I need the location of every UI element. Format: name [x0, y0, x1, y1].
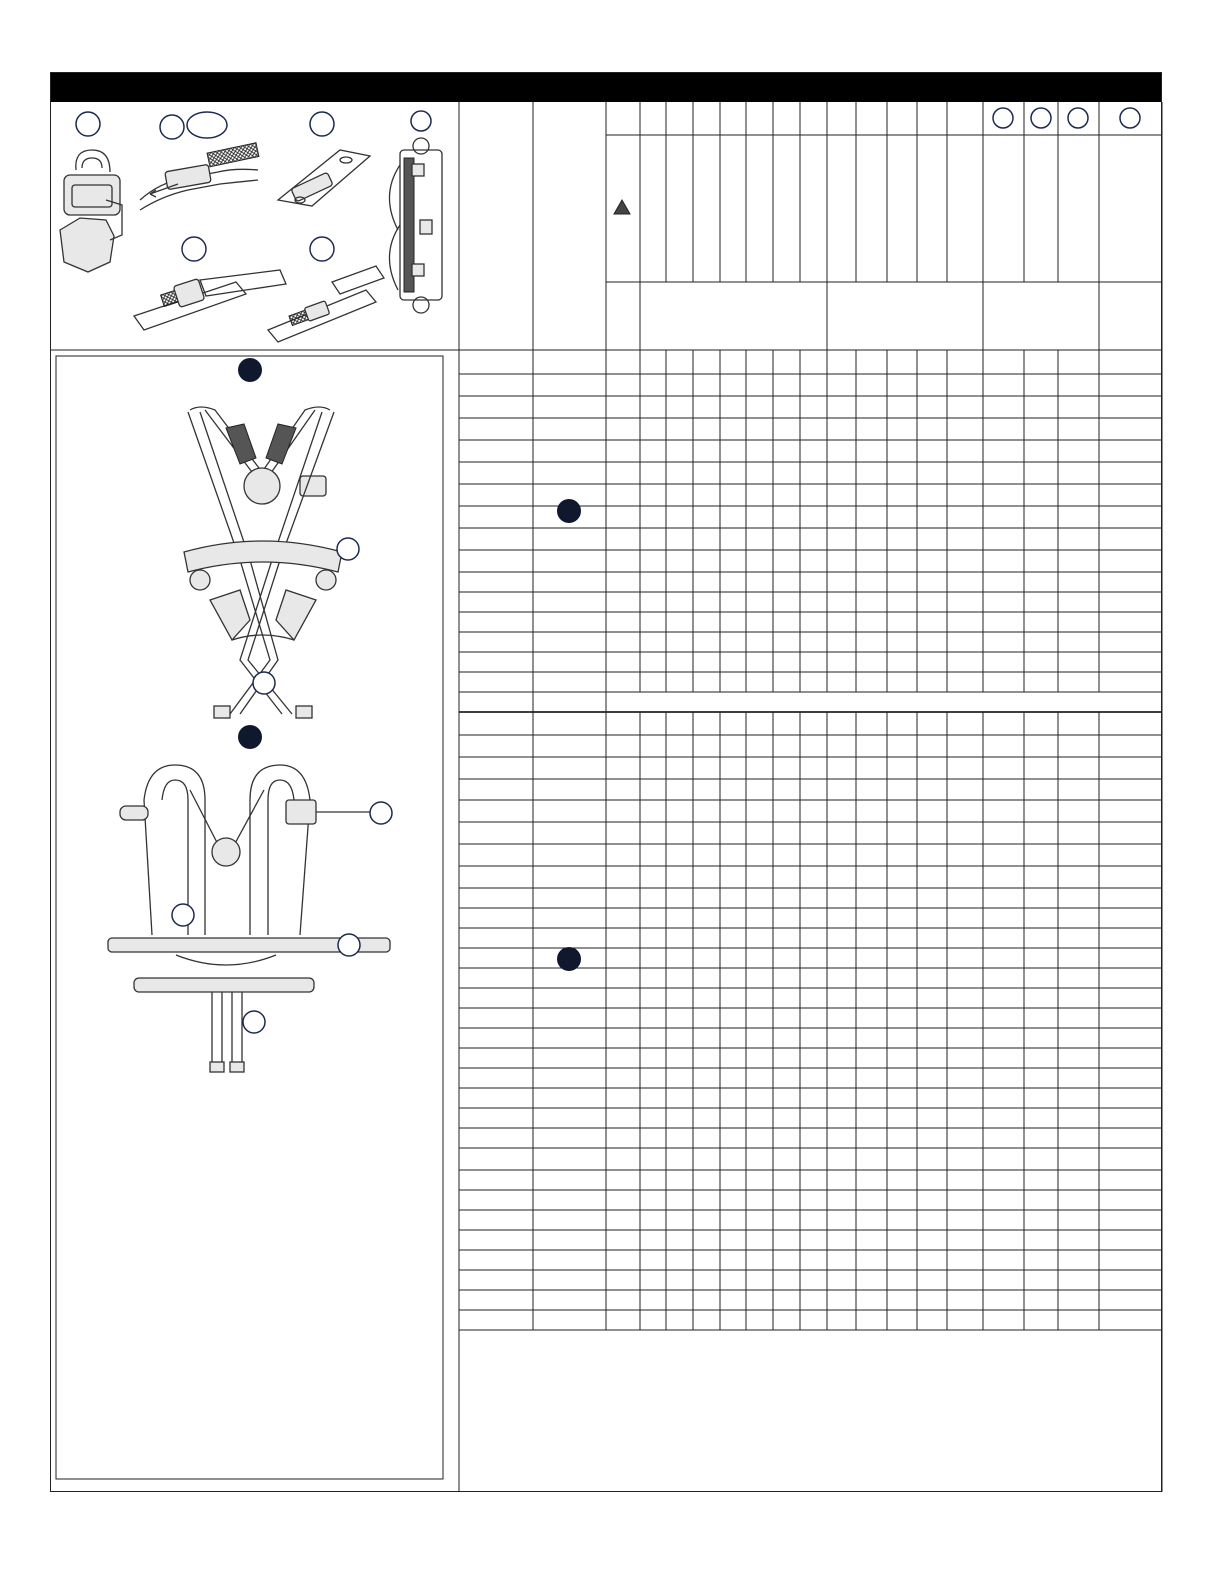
callout-circle: [182, 237, 206, 261]
top-figure-panel: [50, 102, 459, 1492]
header-callout: [993, 108, 1013, 128]
callout-circle: [253, 672, 275, 694]
friction-buckle-illustration: [134, 270, 286, 330]
figure-a-marker: [238, 358, 262, 382]
callout-circle: [310, 237, 334, 261]
section-b-marker: [557, 947, 581, 971]
callout-circle: [411, 111, 431, 131]
strap-adjuster-illustration: [278, 150, 370, 206]
section-a-marker: [557, 499, 581, 523]
header-callout: [1120, 108, 1140, 128]
callout-circle: [337, 538, 359, 560]
callout-circle: [160, 115, 184, 139]
callout-circle: [172, 904, 194, 926]
header-callout: [1031, 108, 1051, 128]
callout-circle: [370, 802, 392, 824]
callout-circle: [76, 112, 100, 136]
callout-circle: [338, 934, 360, 956]
callout-circle: [187, 112, 227, 138]
hardware-illustration: [60, 150, 122, 272]
quick-connect-buckle-illustration: [140, 143, 259, 210]
harness-figure-panel: [56, 356, 443, 1479]
harness-side-view-illustration: [389, 138, 442, 313]
header-callout: [1068, 108, 1088, 128]
warning-icon: [614, 200, 630, 214]
tongue-buckle-illustration: [268, 266, 384, 342]
callout-circle: [243, 1011, 265, 1033]
inspection-table: [459, 102, 1162, 1492]
figure-b-marker: [238, 725, 262, 749]
callout-circle: [310, 112, 334, 136]
